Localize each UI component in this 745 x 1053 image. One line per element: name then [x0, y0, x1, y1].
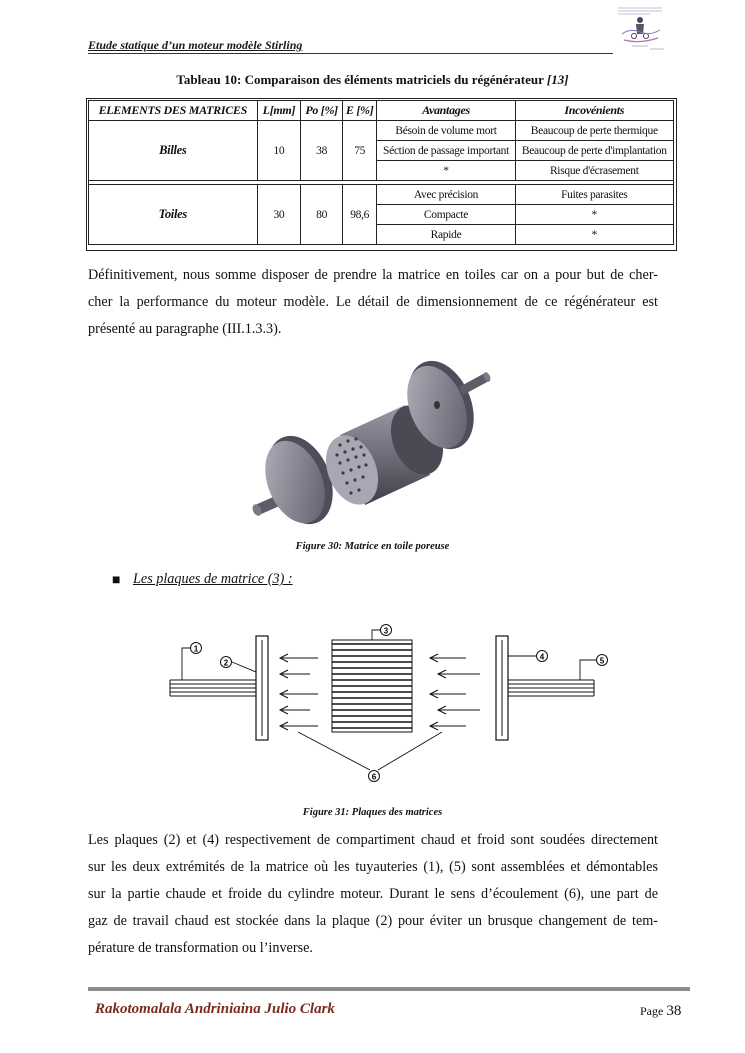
- table-cell: Beaucoup de perte thermique: [515, 121, 673, 141]
- running-header-title: Etude statique d’un moteur modèle Stirling: [88, 38, 303, 52]
- table-cell: Fuites parasites: [515, 185, 673, 205]
- table-cell: *: [515, 205, 673, 225]
- table-cell: 75: [342, 121, 377, 181]
- table-cell: 80: [301, 185, 343, 245]
- callout-label-3: [381, 625, 392, 636]
- callout-label-2: [221, 657, 232, 668]
- page-number: 38: [666, 1003, 682, 1019]
- column-header: E [%]: [342, 101, 377, 121]
- table-cell: Avec précision: [377, 185, 515, 205]
- comparison-table: [88, 100, 674, 245]
- table-cell: *: [377, 161, 515, 181]
- text-line: gaz de travail chaud est stockée dans la plaque (2) pour éviter un brusque changement de tem-: [88, 913, 658, 929]
- text-line: pérature de transformation ou l’inverse.: [88, 940, 313, 956]
- table-cell: *: [515, 225, 673, 245]
- text-line: présenté au paragraphe (III.1.3.3).: [88, 321, 282, 337]
- row-label-toiles: Toiles: [89, 185, 258, 245]
- svg-text:4: 4: [539, 652, 545, 662]
- svg-text:3: 3: [383, 626, 389, 636]
- text-line: Les plaques (2) et (4) respectivement de compartiment chaud et froid sont soudées directement: [88, 832, 658, 848]
- table-cell: Beaucoup de perte d'implantation: [515, 141, 673, 161]
- table-row: [89, 185, 674, 205]
- table-cell: 30: [257, 185, 301, 245]
- svg-text:5: 5: [599, 656, 605, 666]
- column-header: Avantages: [377, 101, 515, 121]
- row-label-billes: Billes: [89, 121, 258, 181]
- table-cell: 38: [301, 121, 343, 181]
- figure-30-matrix-illustration: [245, 355, 495, 525]
- column-header: ELEMENTS DES MATRICES: [89, 101, 258, 121]
- figure-31-plates-diagram: [160, 610, 610, 790]
- table-cell: Rapide: [377, 225, 515, 245]
- header-rule: [88, 53, 613, 54]
- paragraph-plates-description: [88, 827, 658, 962]
- column-header: Incovénients: [515, 101, 673, 121]
- column-header: Po [%]: [301, 101, 343, 121]
- text-line: Définitivement, nous somme disposer de prendre la matrice en toiles car on a pour but de cher-: [88, 267, 658, 283]
- svg-text:1: 1: [193, 644, 199, 654]
- table-cell: Risque d'écrasement: [515, 161, 673, 181]
- figure-30-caption: Figure 30: Matrice en toile poreuse: [295, 541, 450, 552]
- university-logo: [610, 4, 670, 52]
- bullet-heading: Les plaques de matrice (3) :: [133, 571, 293, 587]
- table-cell: Compacte: [377, 205, 515, 225]
- text-line: cher la performance du moteur modèle. Le détail de dimensionnement de ce régénérateur est: [88, 294, 658, 310]
- table-cell: Séction de passage important: [377, 141, 515, 161]
- text-line: sur les deux extrémités de la matrice où les tuyauteries (1), (5) sont assemblées et démontables: [88, 859, 658, 875]
- footer-rule: [88, 987, 690, 991]
- figure-31-caption: Figure 31: Plaques des matrices: [302, 807, 443, 818]
- svg-text:2: 2: [223, 658, 229, 668]
- callout-label-5: [597, 655, 608, 666]
- table-caption-ref: [13]: [546, 72, 569, 87]
- footer-author: Rakotomalala Andriniaina Julio Clark: [95, 1001, 335, 1017]
- callout-label-6: [369, 771, 380, 782]
- bullet-square-icon: ■: [112, 573, 121, 588]
- table-cell: Bésoin de volume mort: [377, 121, 515, 141]
- table-caption: [0, 72, 745, 88]
- table-row: [89, 121, 674, 141]
- footer-page-number: [640, 1003, 681, 1020]
- table-cell: 10: [257, 121, 301, 181]
- svg-text:6: 6: [371, 772, 377, 782]
- table-caption-text: Tableau 10: Comparaison des éléments matriciels du régénérateur: [176, 72, 547, 87]
- table-cell: 98,6: [342, 185, 377, 245]
- table-header-row: [89, 101, 674, 121]
- paragraph-conclusion: [88, 262, 658, 343]
- callout-label-1: [191, 643, 202, 654]
- callout-label-4: [537, 651, 548, 662]
- page-label: Page: [640, 1004, 664, 1018]
- column-header: L[mm]: [257, 101, 301, 121]
- text-line: sur la partie chaude et froide du cylindre moteur. Durant le sens d’écoulement (6), une part de: [88, 886, 658, 902]
